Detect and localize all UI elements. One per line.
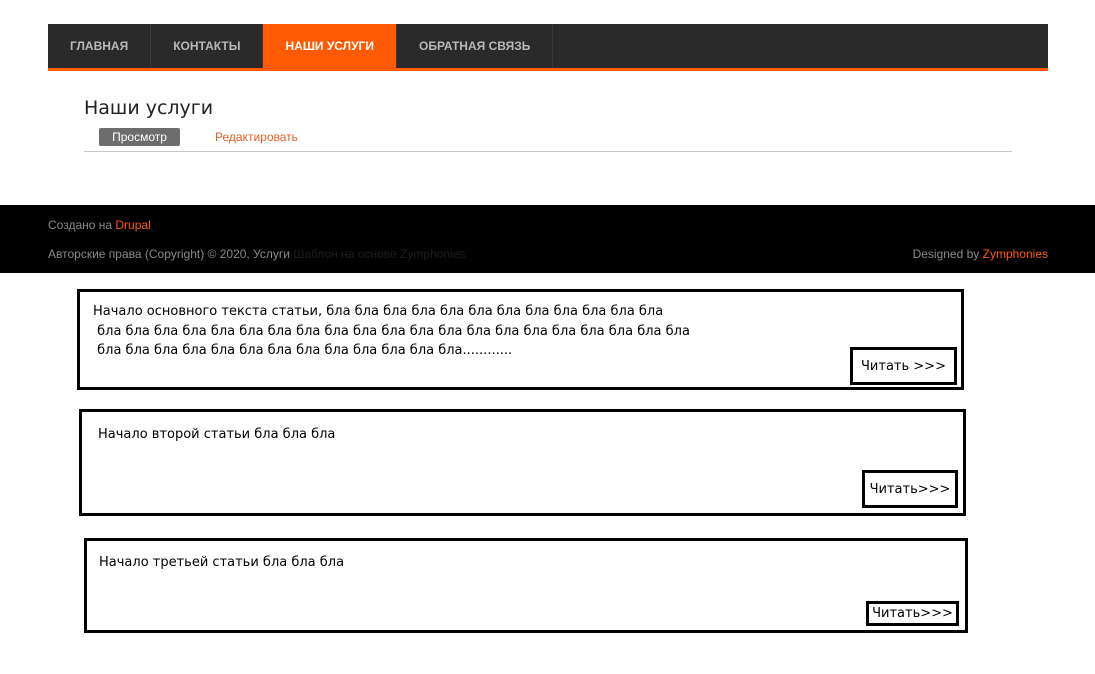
local-tabs: [84, 128, 1012, 152]
nav-item-home[interactable]: ГЛАВНАЯ: [48, 24, 151, 68]
zymphonies-link[interactable]: Zymphonies: [982, 247, 1048, 261]
read-more-button[interactable]: Читать>>>: [866, 601, 959, 626]
footer: [0, 205, 1095, 273]
read-more-button[interactable]: Читать >>>: [850, 347, 957, 385]
page-title: Наши услуги: [84, 97, 214, 119]
footer-designed-prefix: Designed by: [912, 247, 983, 261]
footer-copyright-faded: Шаблон на основе Zymphonies: [293, 247, 466, 261]
footer-designed: [913, 247, 1048, 261]
tab-edit[interactable]: Редактировать: [215, 130, 298, 144]
nav-item-feedback[interactable]: ОБРАТНАЯ СВЯЗЬ: [397, 24, 553, 68]
footer-created: [48, 218, 151, 232]
nav-item-contacts[interactable]: КОНТАКТЫ: [151, 24, 263, 68]
main-nav: [48, 24, 1048, 71]
read-more-button[interactable]: Читать>>>: [862, 470, 958, 508]
article-teaser-2: [79, 409, 966, 516]
article-text: Начало основного текста статьи, бла бла бла бла бла бла бла бла бла бла бла бла бла бла бла бла бла бла бла бла бла бла бла бла бла бла бла бла бла бла бла бла бла бла бла бла бла бла бла бла бла бла бла бла бла бла............: [93, 304, 690, 358]
article-text: Начало третьей статьи бла бла бла: [99, 555, 345, 570]
article-text: Начало второй статьи бла бла бла: [98, 427, 336, 442]
nav-item-services[interactable]: НАШИ УСЛУГИ: [263, 24, 397, 68]
footer-copyright: [48, 247, 465, 261]
article-teaser-3: [84, 538, 968, 633]
footer-copyright-text: Авторские права (Copyright) © 2020, Услуги: [48, 247, 291, 261]
footer-created-prefix: Создано на: [48, 218, 116, 232]
drupal-link[interactable]: Drupal: [115, 218, 151, 232]
tab-view[interactable]: Просмотр: [99, 128, 180, 146]
article-teaser-1: [77, 289, 964, 390]
